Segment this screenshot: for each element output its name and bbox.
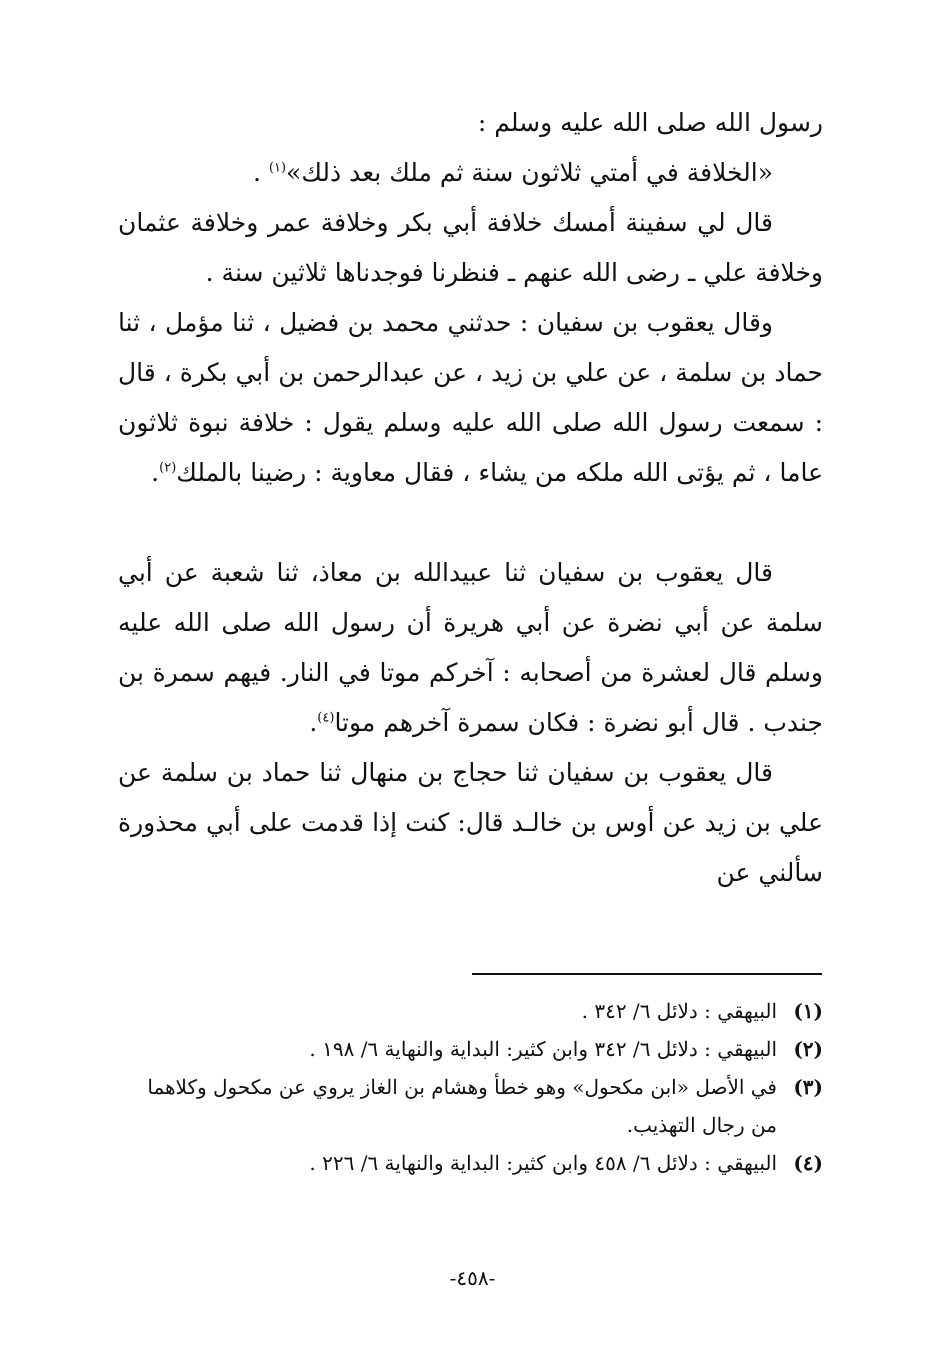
footnote-4 (118, 1144, 823, 1182)
footnotes-section (118, 992, 823, 1182)
main-text (118, 98, 823, 898)
hadith-quote: «الخلافة في أمتي ثلاثون سنة ثم ملك بعد ذلك»$^{(١)}$ . (253, 158, 773, 187)
footnote-text: البيهقي : دلائل ٦/ ٣٤٢ . (581, 999, 777, 1023)
footnote-divider (472, 973, 822, 975)
footnote-ref-2[interactable]: (٢) (159, 460, 177, 476)
paragraph-yaqub-1: وقال يعقوب بن سفيان : حدثني محمد بن فضيل ، ثنا مؤمل ، ثنا حماد بن سلمة ، عن علي بن زيد ، عن عبدالرحمن بن أبي بكرة ، قال : سمعت رسول الله صلى الله عليه وسلم يقول : خلافة نبوة ثلاثون عاما ، ثم يؤتى الله ملكه من يشاء ، فقال معاوية : رضينا بالملك$^{(٢)}$. (118, 308, 823, 487)
footnote-2 (118, 1030, 823, 1068)
footnote-ref-4[interactable]: (٤) (317, 710, 335, 726)
footnote-text: في الأصل «ابن مكحول» وهو خطأ وهشام بن الغاز يروي عن مكحول وكلاهما من رجال التهذيب. (147, 1075, 777, 1137)
footnote-ref-1[interactable]: (١) (268, 160, 287, 176)
footnote-3 (118, 1068, 823, 1144)
footnote-text: البيهقي : دلائل ٦/ ٤٥٨ وابن كثير: البداية والنهاية ٦/ ٢٢٦ . (309, 1151, 777, 1175)
footnote-number: (١) (793, 999, 823, 1023)
footnote-text: البيهقي : دلائل ٦/ ٣٤٢ وابن كثير: البداية والنهاية ٦/ ١٩٨ . (309, 1037, 777, 1061)
footnote-number: (٣) (793, 1075, 823, 1099)
paragraph-safina: قال لي سفينة أمسك خلافة أبي بكر وخلافة عمر وخلافة عثمان وخلافة علي ـ رضى الله عنهم ـ فنظرنا فوجدناها ثلاثين سنة . (118, 208, 823, 287)
text-line-intro: رسول الله صلى الله عليه وسلم : (477, 108, 823, 137)
paragraph-yaqub-3: قال يعقوب بن سفيان ثنا حجاج بن منهال ثنا حماد بن سلمة عن علي بن زيد عن أوس بن خالـد قال: كنت إذا قدمت على أبي محذورة سألني عن (118, 758, 823, 887)
page-number: -٤٥٨- (449, 1266, 496, 1290)
paragraph-gap (118, 498, 823, 548)
footnote-1 (118, 992, 823, 1030)
footnote-number: (٢) (793, 1037, 823, 1061)
paragraph-yaqub-2: قال يعقوب بن سفيان ثنا عبيدالله بن معاذ، ثنا شعبة عن أبي سلمة عن أبي نضرة عن أبي هريرة أن رسول الله صلى الله عليه وسلم قال لعشرة من أصحابه : آخركم موتا في النار. فيهم سمرة بن جندب . قال أبو نضرة : فكان سمرة آخرهم موتا$^{(٤)}$. (118, 558, 823, 737)
footnote-number: (٤) (793, 1151, 823, 1175)
